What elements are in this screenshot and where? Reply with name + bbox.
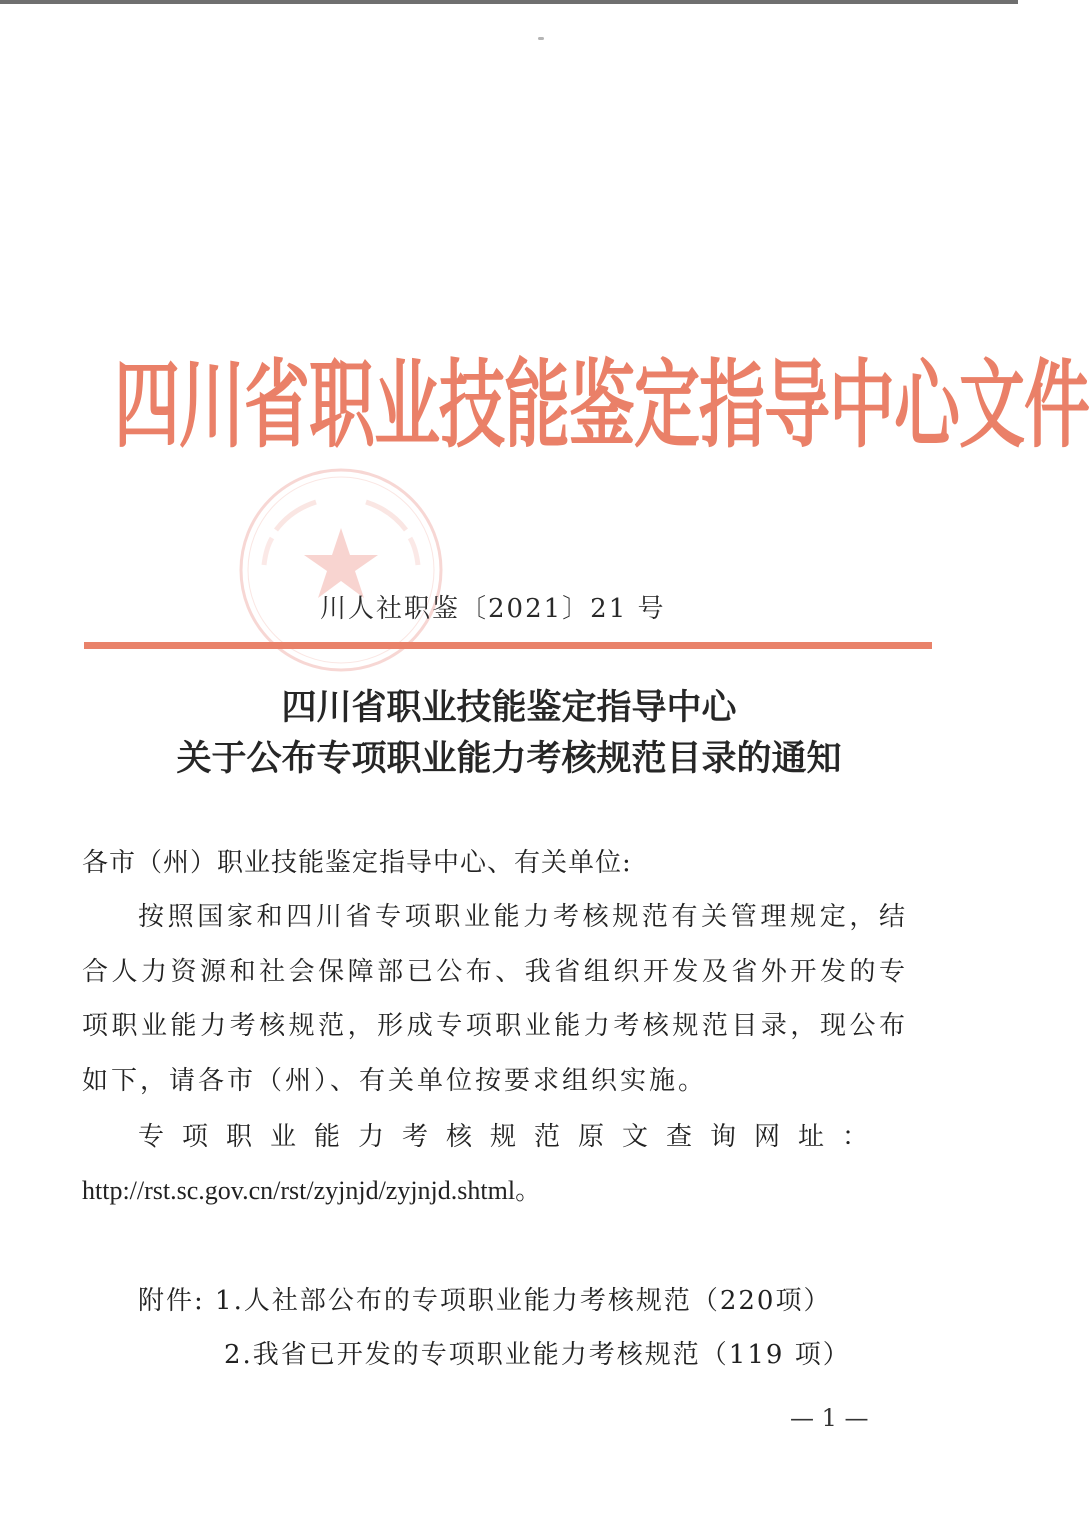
url-paragraph — [82, 1110, 908, 1218]
query-url-link[interactable]: http://rst.sc.gov.cn/rst/zyjnjd/zyjnjd.shtml。 — [82, 1176, 542, 1205]
document-number: 川人社职鉴〔2021〕21 号 — [320, 594, 666, 624]
header-title: 四川省职业技能鉴定指导中心文件 — [114, 349, 1089, 462]
red-divider — [84, 642, 932, 649]
page-number: — 1 — — [790, 1404, 869, 1432]
notice-title-line-2: 关于公布专项职业能力考核规范目录的通知 — [176, 739, 842, 779]
attachment-item-2: 2.我省已开发的专项职业能力考核规范（119 项） — [224, 1340, 851, 1370]
scan-top-edge — [0, 0, 1018, 4]
salutation: 各市（州）职业技能鉴定指导中心、有关单位: — [82, 848, 632, 878]
document-header — [114, 349, 1089, 462]
body-paragraph: 按照国家和四川省专项职业能力考核规范有关管理规定，结合人力资源和社会保障部已公布、我省组织开发及省外开发的专项职业能力考核规范，形成专项职业能力考核规范目录，现公布如下，请各市（州）、有关单位按要求组织实施。 — [82, 902, 908, 1096]
attachment-item-1: 附件: 1.人社部公布的专项职业能力考核规范（220项） — [138, 1286, 832, 1316]
notice-title-line-1: 四川省职业技能鉴定指导中心 — [281, 688, 737, 728]
url-lead-text: 专项职业能力考核规范原文查询网址： — [138, 1122, 887, 1152]
scan-speck — [538, 37, 544, 40]
